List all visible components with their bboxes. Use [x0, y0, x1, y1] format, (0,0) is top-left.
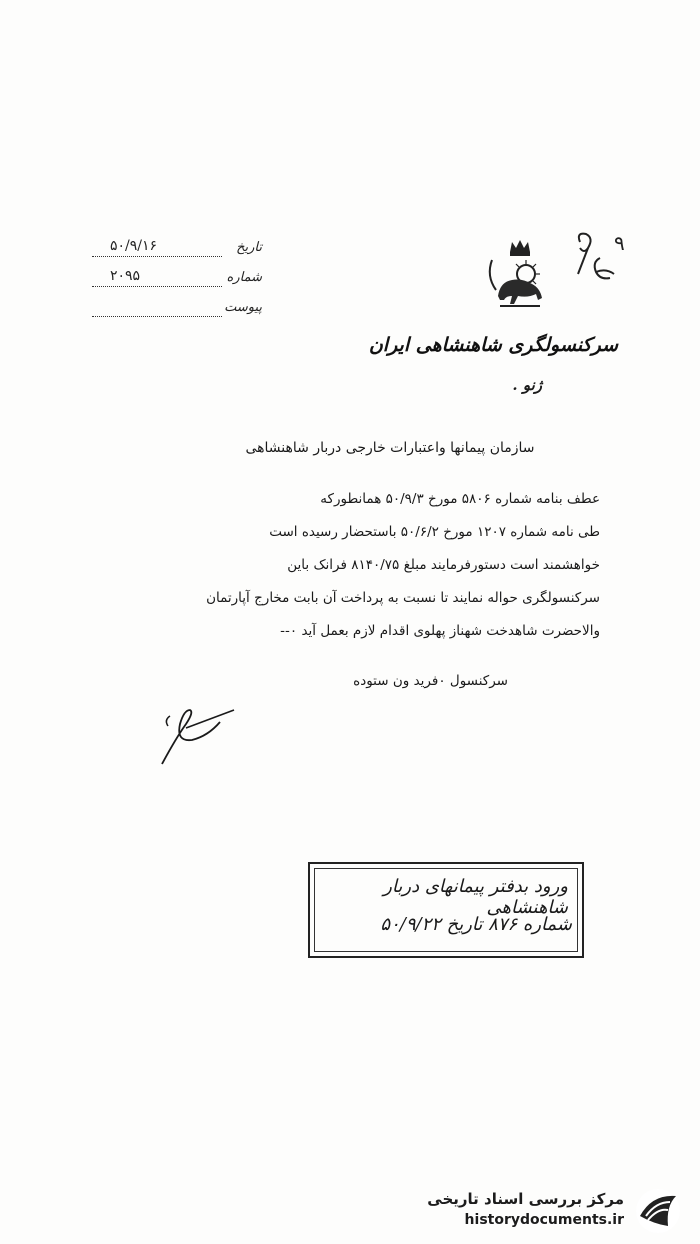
watermark	[420, 1186, 690, 1236]
organization-name: سرکنسولگری شاهنشاهی ایران	[368, 334, 618, 356]
date-value: ۵۰/۹/۱۶	[110, 238, 158, 254]
number-value: ۲۰۹۵	[110, 268, 141, 284]
attachment-row	[92, 298, 262, 328]
date-row	[92, 238, 262, 268]
watermark-title: مرکز بررسی اسناد تاریخی	[427, 1190, 624, 1208]
receipt-stamp	[308, 862, 584, 958]
letter-body	[110, 488, 600, 653]
body-line: طی نامه شماره ۱۲۰۷ مورخ ۵۰/۶/۲ باستحضار رسیده است	[269, 524, 600, 540]
body-line: سرکنسولگری حواله نمایند تا نسبت به پرداخت آن بابت مخارج آپارتمان	[206, 590, 600, 606]
handwritten-mark	[570, 228, 630, 298]
body-line: والاحضرت شاهدخت شهناز پهلوی اقدام لازم بعمل آید ٠--	[280, 623, 600, 639]
stamp-line-2: شماره ۸۷۶ تاریخ ۵۰/۹/۲۲	[380, 914, 572, 935]
number-label: شماره	[226, 270, 262, 285]
body-line: خواهشمند است دستورفرمایند مبلغ ۸۱۴۰/۷۵ فرانک باین	[287, 557, 600, 573]
archive-logo-icon	[632, 1186, 684, 1236]
date-label: تاریخ	[236, 240, 262, 255]
letter-meta	[92, 238, 262, 328]
svg-text:۹: ۹	[614, 231, 625, 255]
signatory-title: سرکنسول ٠فرید ون ستوده	[353, 673, 508, 689]
watermark-url: historydocuments.ir	[464, 1212, 624, 1228]
recipient-line: سازمان پیمانها واعتبارات خارجی دربار شاهنشاهی	[245, 440, 535, 456]
number-row	[92, 268, 262, 298]
city-name: ژنو .	[512, 376, 542, 394]
body-line: عطف بنامه شماره ۵۸۰۶ مورخ ۵۰/۹/۳ همانطورکه	[320, 491, 600, 507]
lion-and-sun-emblem-icon	[478, 238, 558, 318]
attachment-label: پیوست	[224, 300, 262, 315]
stamp-line-1: ورود بدفتر پیمانهای دربار شاهنشاهی	[383, 876, 568, 918]
signature-icon	[150, 698, 250, 768]
